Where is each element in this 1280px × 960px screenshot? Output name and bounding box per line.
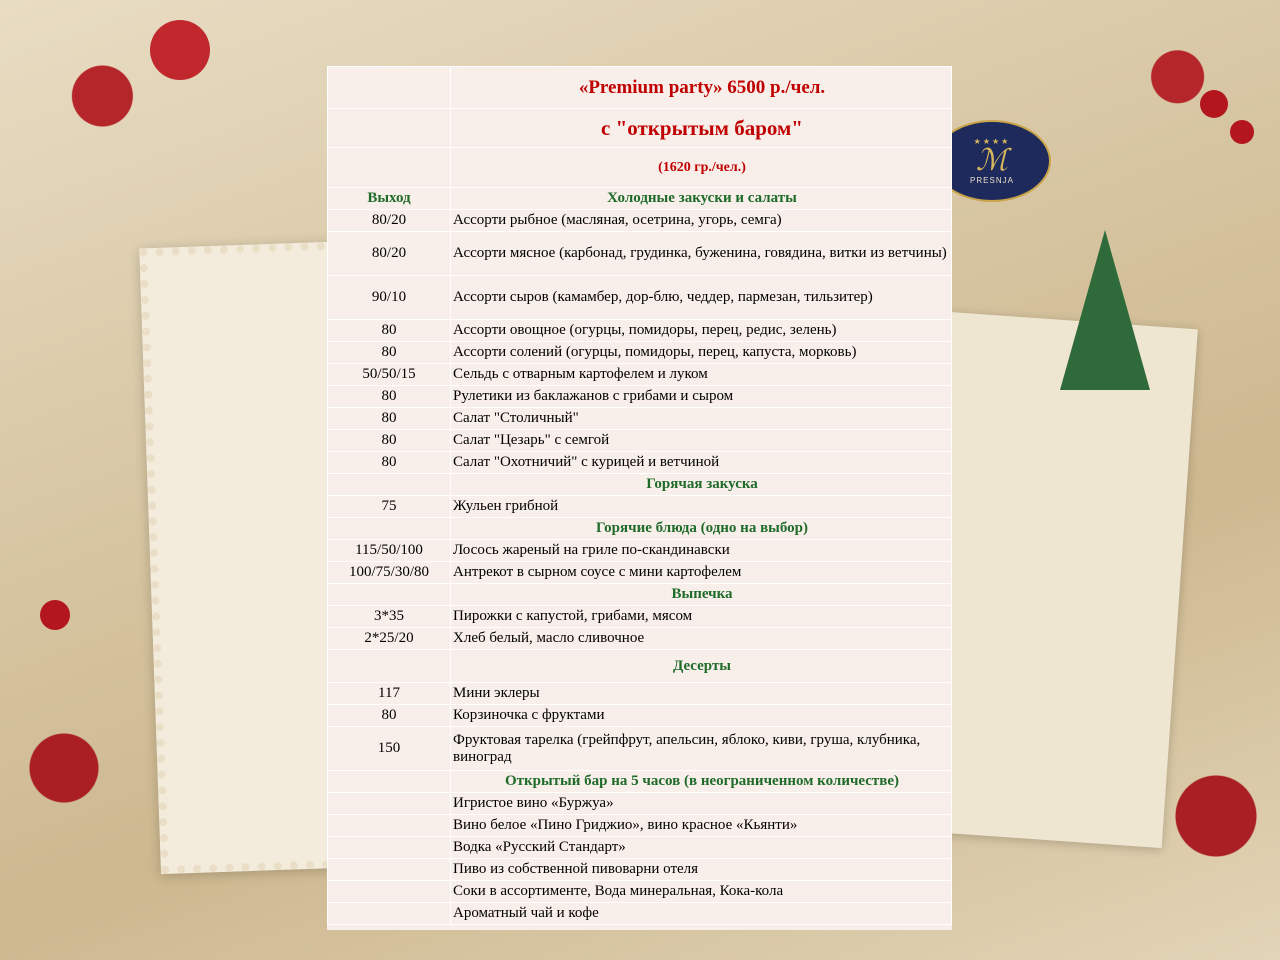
item-name: Жульен грибной <box>451 496 952 518</box>
item-name: Хлеб белый, масло сливочное <box>451 628 952 650</box>
item-name: Ассорти мясное (карбонад, грудинка, буженина, говядина, витки из ветчины) <box>451 232 952 276</box>
bar-item: Игристое вино «Буржуа» <box>451 793 952 815</box>
berry-icon <box>1200 90 1228 118</box>
menu-table-container <box>327 66 952 930</box>
item-name: Ассорти сыров (камамбер, дор-блю, чеддер, пармезан, тильзитер) <box>451 276 952 320</box>
item-name: Ассорти рыбное (масляная, осетрина, угорь, семга) <box>451 210 952 232</box>
item-name: Антрекот в сырном соусе с мини картофелем <box>451 562 952 584</box>
item-weight: 80 <box>328 705 451 727</box>
item-weight: 80 <box>328 342 451 364</box>
item-name: Ассорти овощное (огурцы, помидоры, перец, редис, зелень) <box>451 320 952 342</box>
item-name: Салат "Столичный" <box>451 408 952 430</box>
berry-icon <box>40 600 70 630</box>
logo-monogram-icon: ℳ <box>975 143 1009 178</box>
item-name: Мини эклеры <box>451 683 952 705</box>
berry-icon <box>1230 120 1254 144</box>
item-weight: 117 <box>328 683 451 705</box>
item-weight: 115/50/100 <box>328 540 451 562</box>
item-weight: 150 <box>328 727 451 771</box>
item-name: Корзиночка с фруктами <box>451 705 952 727</box>
column-output-header: Выход <box>328 188 451 210</box>
ornament-ball-icon <box>150 20 210 80</box>
menu-title: «Premium party» 6500 р./чел. <box>451 67 952 109</box>
logo-text: PRESNJA <box>970 176 1014 185</box>
item-name: Лосось жареный на гриле по-скандинавски <box>451 540 952 562</box>
christmas-tree-icon <box>1060 230 1150 390</box>
item-name: Рулетики из баклажанов с грибами и сыром <box>451 386 952 408</box>
item-weight: 80 <box>328 386 451 408</box>
bar-item: Соки в ассортименте, Вода минеральная, Кока-кола <box>451 881 952 903</box>
item-weight: 2*25/20 <box>328 628 451 650</box>
item-weight: 80/20 <box>328 232 451 276</box>
item-weight: 80/20 <box>328 210 451 232</box>
item-weight: 80 <box>328 320 451 342</box>
item-weight: 80 <box>328 408 451 430</box>
item-weight: 100/75/30/80 <box>328 562 451 584</box>
item-weight: 90/10 <box>328 276 451 320</box>
item-name: Фруктовая тарелка (грейпфрут, апельсин, яблоко, киви, груша, клубника, виноград <box>451 727 952 771</box>
logo-stars: ★★★★ <box>973 137 1011 146</box>
bar-item: Ароматный чай и кофе <box>451 903 952 925</box>
section-hot-snack: Горячая закуска <box>451 474 952 496</box>
item-weight: 3*35 <box>328 606 451 628</box>
item-weight: 80 <box>328 452 451 474</box>
item-weight: 50/50/15 <box>328 364 451 386</box>
section-desserts: Десерты <box>451 650 952 683</box>
item-name: Салат "Охотничий" с курицей и ветчиной <box>451 452 952 474</box>
menu-table <box>327 66 952 925</box>
bar-item: Вино белое «Пино Гриджио», вино красное «Кьянти» <box>451 815 952 837</box>
item-name: Салат "Цезарь" с семгой <box>451 430 952 452</box>
section-cold: Холодные закуски и салаты <box>451 188 952 210</box>
menu-subtitle: с "открытым баром" <box>451 109 952 148</box>
decorative-paper-right <box>912 312 1198 848</box>
section-open-bar: Открытый бар на 5 часов (в неограниченном количестве) <box>451 771 952 793</box>
item-weight: 75 <box>328 496 451 518</box>
item-weight: 80 <box>328 430 451 452</box>
item-name: Сельдь с отварным картофелем и луком <box>451 364 952 386</box>
bar-item: Водка «Русский Стандарт» <box>451 837 952 859</box>
bar-item: Пиво из собственной пивоварни отеля <box>451 859 952 881</box>
section-hot-dishes: Горячие блюда (одно на выбор) <box>451 518 952 540</box>
menu-weight: (1620 гр./чел.) <box>451 148 952 188</box>
item-name: Пирожки с капустой, грибами, мясом <box>451 606 952 628</box>
section-bakery: Выпечка <box>451 584 952 606</box>
item-name: Ассорти солений (огурцы, помидоры, перец, капуста, морковь) <box>451 342 952 364</box>
